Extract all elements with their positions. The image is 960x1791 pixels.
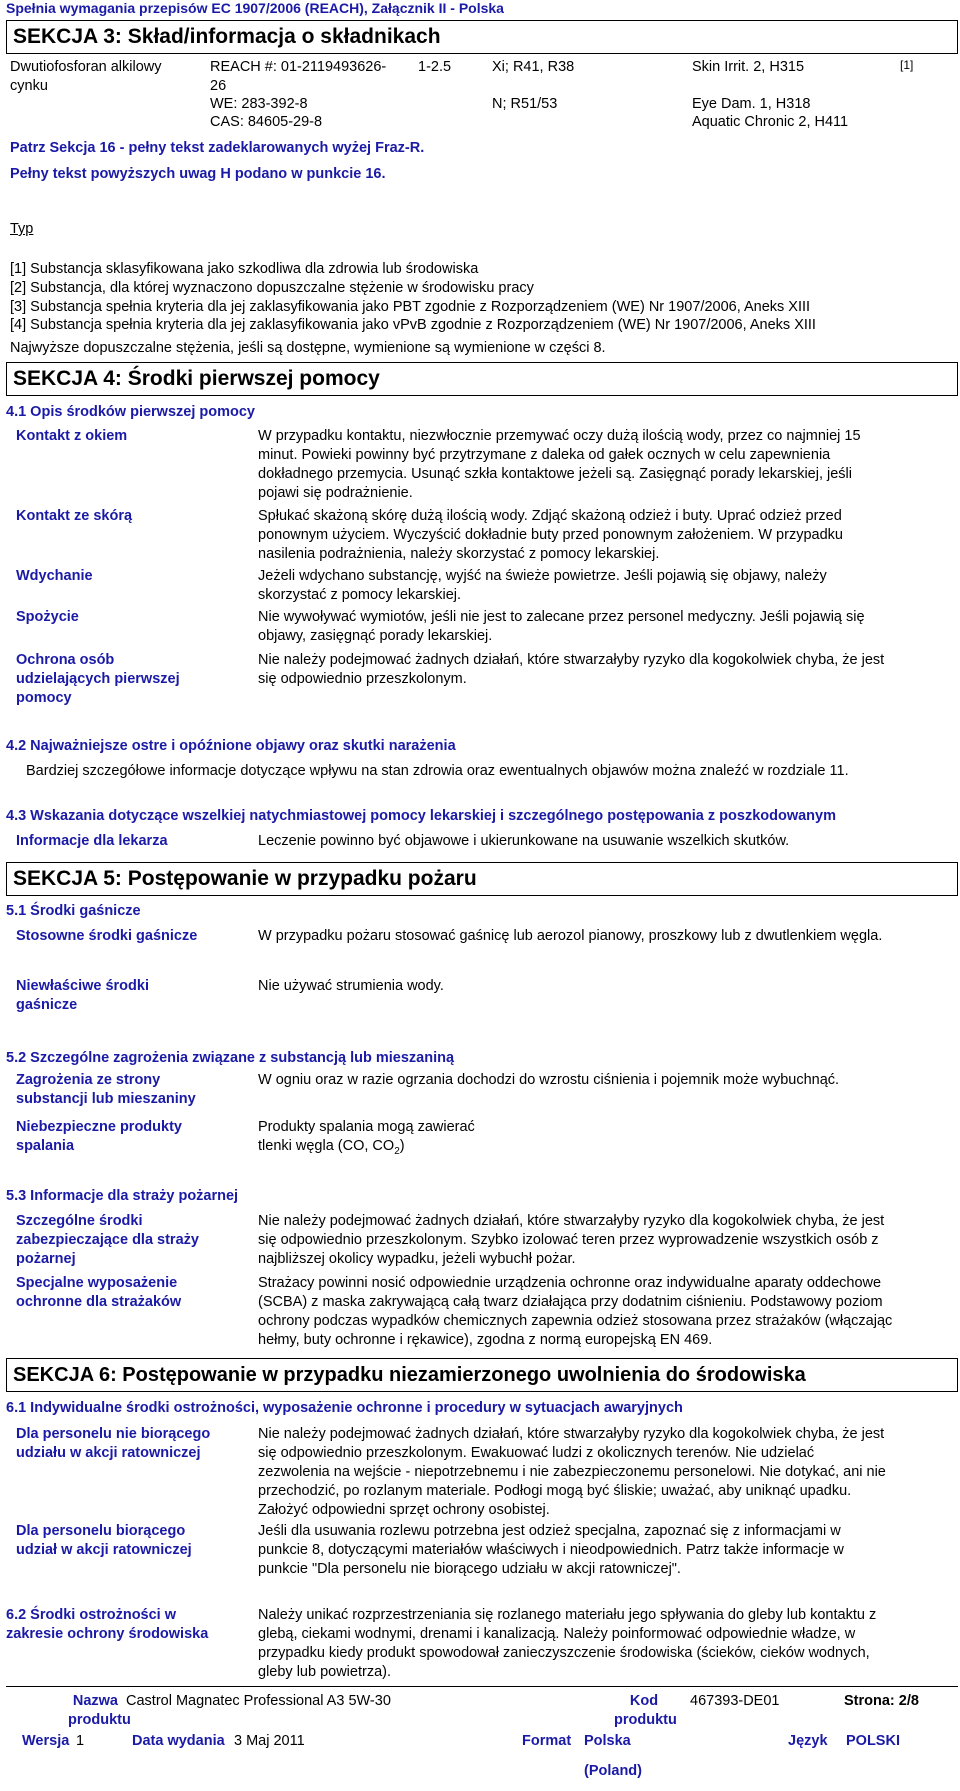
label-firefighter-actions: Szczególne środki zabezpieczające dla straży pożarnej <box>16 1213 199 1267</box>
section-3-title: SEKCJA 3: Skład/informacja o składnikach <box>6 20 958 54</box>
ingredient-cas: CAS: 84605-29-8 <box>210 114 323 130</box>
class-new-1: Skin Irrit. 2, H315 <box>692 59 805 75</box>
text-6-2-environment: Należy unikać rozprzestrzeniania się rozlanego materiału jego spływania do gleby lub kontaktu z glebą, ciekami wodnymi, drenami i kanalizacją. Należy poinformować odpowiednie władze, w przypadku kiedy produkt spowodował zanieczyszczenie środowiska (ścieków, cieków wodnych, gleby lub powietrza). <box>258 1607 877 1680</box>
label-ingestion: Spożycie <box>16 609 79 625</box>
type-3: [3] Substancja spełnia kryteria dla jej zaklasyfikowania jako PBT zgodnie z Rozporządzeniem (WE) Nr 1907/2006, Aneks XIII <box>10 299 811 315</box>
label-first-aider-protection: Ochrona osób udzielających pierwszej pomocy <box>16 652 180 706</box>
label-emergency-responders: Dla personelu biorącego udział w akcji ratowniczej <box>16 1523 192 1558</box>
label-unsuitable-media: Niewłaściwe środki gaśnicze <box>16 978 149 1013</box>
section-5-title: SEKCJA 5: Postępowanie w przypadku pożaru <box>6 862 958 896</box>
class-new-3: Aquatic Chronic 2, H411 <box>692 114 849 130</box>
text-ingestion: Nie wywoływać wymiotów, jeśli nie jest to zalecane przez personel medyczny. Jeśli pojawią się objawy, zasięgnąć porady lekarskiej. <box>258 609 865 644</box>
class-new-2: Eye Dam. 1, H318 <box>692 96 811 112</box>
footer-divider <box>6 1686 958 1687</box>
footer-date: 3 Maj 2011 <box>234 1733 305 1749</box>
type-heading: Typ <box>10 221 34 237</box>
footer-language-label: Język <box>788 1733 828 1749</box>
text-non-emergency-personnel: Nie należy podejmować żadnych działań, które stwarzałyby ryzyko dla kogokolwiek chyba, że jest się odpowiednio przeszkolonym. Ewakuować ludzi z okolicznych terenów. Nie udzielać zezwolenia na wejście - niepotrzebnemu i nie zabezpieczonemu personelowi. Nie dotykać, ani nie przechodzić, po rozlanym materiale. Podłogi mogą być śliskie; uważać, aby uniknąć upadku. Założyć odpowiedni sprzęt ochrony osobistej. <box>258 1426 886 1518</box>
type-2: [2] Substancja, dla której wyznaczono dopuszczalne stężenie w środowisku pracy <box>10 280 534 296</box>
footer-version-label: Wersja <box>22 1733 70 1749</box>
note-r-phrases: Patrz Sekcja 16 - pełny tekst zadeklarowanych wyżej Fraz-R. <box>10 140 425 156</box>
text-eye-contact: W przypadku kontaktu, niezwłocznie przemywać oczy dużą ilością wody, przez co najmniej 15 minut. Powieki powinny być przytrzymane z daleka od gałek ocznych w celu zapewnienia dokładnego przemycia. Usunąć szkła kontaktowe jeżeli są. Zasięgnąć porady lekarskiej, jeśli pojawi się podrażnienie. <box>258 428 861 501</box>
subsection-6-1: 6.1 Indywidualne środki ostrożności, wyposażenie ochronne i procedury w sytuacjach awaryjnych <box>6 1400 683 1416</box>
limits-note: Najwyższe dopuszczalne stężenia, jeśli są dostępne, wymienione są wymienione w części 8. <box>10 340 606 356</box>
label-6-2-environment: 6.2 Środki ostrożności w zakresie ochrony środowiska <box>6 1607 209 1642</box>
label-suitable-media: Stosowne środki gaśnicze <box>16 928 198 944</box>
footer-date-label: Data wydania <box>132 1733 225 1749</box>
text-combustion-products: Produkty spalania mogą zawierać tlenki węgla (CO, $CO_2$) <box>258 1119 475 1157</box>
footer-language: POLSKI <box>846 1733 900 1749</box>
label-inhalation: Wdychanie <box>16 568 93 584</box>
footer-version: 1 <box>76 1733 85 1749</box>
section-4-title: SEKCJA 4: Środki pierwszej pomocy <box>6 362 958 396</box>
ingredient-reach: REACH #: 01-2119493626- <box>210 59 387 75</box>
subsection-4-1: 4.1 Opis środków pierwszej pomocy <box>6 404 255 420</box>
note-h-phrases: Pełny tekst powyższych uwag H podano w punkcie 16. <box>10 166 386 182</box>
type-4: [4] Substancja spełnia kryteria dla jej zaklasyfikowania jako vPvB zgodnie z Rozporządzeniem (WE) Nr 1907/2006, Aneks XIII <box>10 317 816 333</box>
text-firefighter-equipment: Strażacy powinni nosić odpowiednie urządzenia ochronne oraz indywidualne aparaty oddechowe (SCBA) z maska zakrywającą całą twarz działająca przy dodatnim ciśnieniu. Podstawowy poziom ochrony podczas wypadków chemicznych zapewnia odzież stosowana przez strażaków (włączając hełmy, buty ochronne i rękawice), zgodna z normą europejską EN 469. <box>258 1275 893 1348</box>
text-skin-contact: Spłukać skażoną skórę dużą ilością wody. Zdjąć skażoną odzież i buty. Uprać odzież przed ponownym użyciem. Wyczyścić dokładnie buty przed ponownym założeniem. W przypadku nasilenia podrażnienia, należy skorzystać z pomocy lekarskiej. <box>258 508 843 562</box>
footer-page-number: Strona: 2/8 <box>844 1693 919 1709</box>
footer-product-name-label: Nazwa produktu <box>68 1693 131 1728</box>
subsection-4-3: 4.3 Wskazania dotyczące wszelkiej natychmiastowej pomocy lekarskiej i szczególnego postępowania z poszkodowanym <box>6 808 836 824</box>
footer-product-code: 467393-DE01 <box>690 1693 780 1709</box>
text-suitable-media: W przypadku pożaru stosować gaśnicę lub aerozol pianowy, proszkowy lub z dwutlenkiem węgla. <box>258 928 883 944</box>
label-combustion-products: Niebezpieczne produkty spalania <box>16 1119 182 1154</box>
footer-format: Polska (Poland) <box>584 1733 642 1779</box>
footer-product-name: Castrol Magnatec Professional A3 5W-30 <box>126 1693 391 1709</box>
text-unsuitable-media: Nie używać strumienia wody. <box>258 978 444 994</box>
subsection-4-2: 4.2 Najważniejsze ostre i opóźnione objawy oraz skutki narażenia <box>6 738 456 754</box>
section-6-title: SEKCJA 6: Postępowanie w przypadku niezamierzonego uwolnienia do środowiska <box>6 1358 958 1392</box>
label-skin-contact: Kontakt ze skórą <box>16 508 133 524</box>
footer-product-code-label: Kod produktu <box>614 1693 677 1728</box>
ingredient-concentration: 1-2.5 <box>418 59 452 75</box>
text-firefighter-actions: Nie należy podejmować żadnych działań, które stwarzałyby ryzyko dla kogokolwiek chyba, że jest się odpowiednio przeszkolonym. Szybko izolować teren przez wyprowadzenie wszystkich osób z najbliższej okolicy wypadku, jeżeli wybuchł pożar. <box>258 1213 885 1267</box>
text-hazards: W ogniu oraz w razie ogrzania dochodzi do wzrostu ciśnienia i pojemnik może wybuchnąć. <box>258 1072 840 1088</box>
ingredient-ref: [1] <box>900 58 914 72</box>
subsection-5-2: 5.2 Szczególne zagrożenia związane z substancją lub mieszaniną <box>6 1050 455 1066</box>
text-inhalation: Jeżeli wdychano substancję, wyjść na świeże powietrze. Jeśli pojawią się objawy, należy skorzystać z pomocy lekarskiej. <box>258 568 827 603</box>
type-1: [1] Substancja sklasyfikowana jako szkodliwa dla zdrowia lub środowiska <box>10 261 479 277</box>
label-hazards: Zagrożenia ze strony substancji lub mieszaniny <box>16 1072 196 1107</box>
ingredient-we: WE: 283-392-8 <box>210 96 308 112</box>
class-old-1: Xi; R41, R38 <box>492 59 575 75</box>
class-old-2: N; R51/53 <box>492 96 558 112</box>
regulation-header: Spełnia wymagania przepisów EC 1907/2006 (REACH), Załącznik II - Polska <box>6 0 504 16</box>
ingredient-reach-cont: 26 <box>210 78 227 94</box>
ingredient-name-1: Dwutiofosforan alkilowy <box>10 59 162 75</box>
label-doctor-info: Informacje dla lekarza <box>16 833 168 849</box>
ingredient-name-2: cynku <box>10 78 48 94</box>
label-eye-contact: Kontakt z okiem <box>16 428 128 444</box>
text-doctor-info: Leczenie powinno być objawowe i ukierunkowane na usuwanie wszelkich skutków. <box>258 833 790 849</box>
subsection-5-1: 5.1 Środki gaśnicze <box>6 903 141 919</box>
text-first-aider-protection: Nie należy podejmować żadnych działań, które stwarzałyby ryzyko dla kogokolwiek chyba, że jest się odpowiednio przeszkolonym. <box>258 652 885 687</box>
text-emergency-responders: Jeśli dla usuwania rozlewu potrzebna jest odzież specjalna, zapoznać się z informacjami w punkcie 8, dotyczącymi materiałów właściwych i nieodpowiednich. Patrz także informacje w punkcie "Dla personelu nie biorącego udziału w akcji ratowniczej". <box>258 1523 844 1577</box>
footer-format-label: Format <box>522 1733 572 1749</box>
label-non-emergency-personnel: Dla personelu nie biorącego udziału w akcji ratowniczej <box>16 1426 211 1461</box>
label-firefighter-equipment: Specjalne wyposażenie ochronne dla strażaków <box>16 1275 182 1310</box>
subsection-5-3: 5.3 Informacje dla straży pożarnej <box>6 1188 239 1204</box>
text-4-2: Bardziej szczegółowe informacje dotyczące wpływu na stan zdrowia oraz ewentualnych objawów można znaleźć w rozdziale 11. <box>26 763 849 779</box>
